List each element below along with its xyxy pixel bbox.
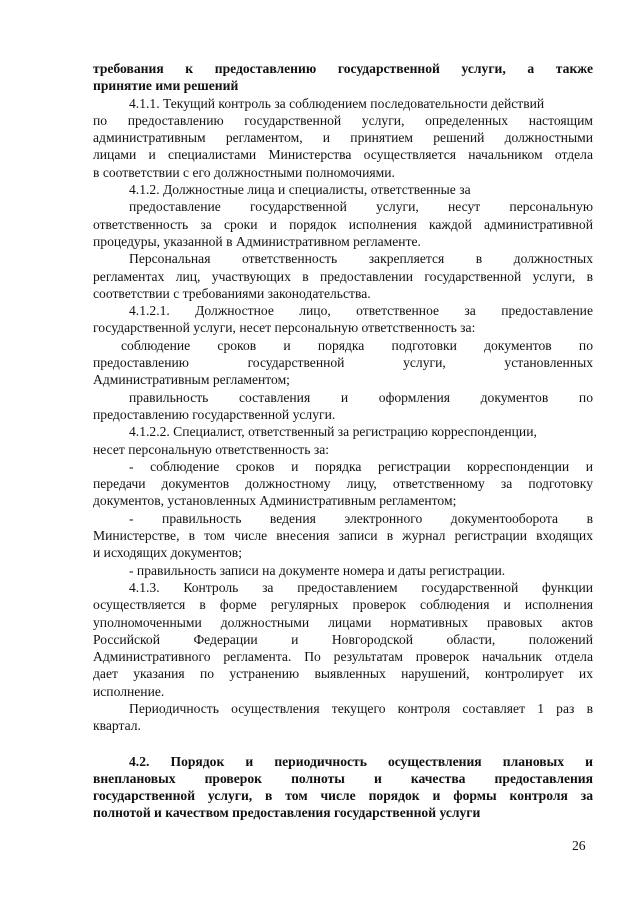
text-line: Министерстве, в том числе внесения записи в журнал регистрации входящих xyxy=(93,528,593,544)
text-line: 4.1.2.2. Специалист, ответственный за регистрацию корреспонденции, xyxy=(129,424,537,440)
text-line: полнотой и качеством предоставления государственной услуги xyxy=(93,805,481,821)
text-line: 4.1.3. Контроль за предоставлением государственной функции xyxy=(129,579,593,595)
text-line: правильность составления и оформления документов по xyxy=(129,389,593,405)
text-line: 4.1.1. Текущий контроль за соблюдением последовательности действий xyxy=(129,95,545,111)
text-line: в соответствии с его должностными полномочиями. xyxy=(93,164,395,180)
text-line: регламентах лиц, участвующих в предоставлении государственной услуги, в xyxy=(93,268,593,284)
text-line: 4.1.2.1. Должностное лицо, ответственное за предоставление xyxy=(129,303,593,319)
page-number: 26 xyxy=(572,838,586,853)
text-line: 4.2. Порядок и периодичность осуществления плановых и xyxy=(129,753,593,769)
text-line: исполнение. xyxy=(93,683,165,699)
text-line: дает указания по устранению выявленных нарушений, контролирует их xyxy=(93,666,593,682)
text-line: соблюдение сроков и порядка подготовки документов по xyxy=(121,337,593,353)
text-line: Административным регламентом; xyxy=(93,372,290,388)
text-line: Административного регламента. По результатам проверок начальник отдела xyxy=(93,649,593,665)
text-line: предоставлению государственной услуги. xyxy=(93,406,336,422)
text-line: и исходящих документов; xyxy=(93,545,242,561)
text-line: лицами и специалистами Министерства осуществляется начальником отдела xyxy=(93,147,593,163)
text-line: предоставление государственной услуги, несут персональную xyxy=(129,199,593,215)
text-line: - правильность записи на документе номера и даты регистрации. xyxy=(129,562,506,578)
text-line: Периодичность осуществления текущего контроля составляет 1 раз в xyxy=(129,700,593,716)
text-line: по предоставлению государственной услуги, определенных настоящим xyxy=(93,112,593,128)
text-line: Российской Федерации и Новгородской области, положений xyxy=(93,631,593,647)
text-line: принятие ими решений xyxy=(93,78,239,94)
text-line: квартал. xyxy=(93,718,141,734)
text-line: ответственность за сроки и порядок исполнения каждой административной xyxy=(93,216,593,232)
text-line: соответствии с требованиями законодательства. xyxy=(93,285,371,301)
text-line: государственной услуги, в том числе порядок и формы контроля за xyxy=(93,788,593,804)
blank-line xyxy=(93,735,593,753)
text-line: - правильность ведения электронного документооборота в xyxy=(129,510,593,526)
text-line: государственной услуги, несет персональную ответственность за: xyxy=(93,320,476,336)
text-line: осуществляется в форме регулярных проверок соблюдения и исполнения xyxy=(93,597,593,613)
text-line: передачи документов должностному лицу, ответственному за подготовку xyxy=(93,476,593,492)
text-line: Персональная ответственность закрепляется в должностных xyxy=(129,251,593,267)
text-line: предоставлению государственной услуги, установленных xyxy=(93,355,593,371)
text-line: несет персональную ответственность за: xyxy=(93,441,330,457)
text-line: документов, установленных Административным регламентом; xyxy=(93,493,457,509)
text-line: внеплановых проверок полноты и качества предоставления xyxy=(93,770,593,786)
text-line: уполномоченными должностными лицами нормативных правовых актов xyxy=(93,614,593,630)
text-line: процедуры, указанной в Административном регламенте. xyxy=(93,233,421,249)
text-line: административным регламентом, и принятием решений должностными xyxy=(93,130,593,146)
text-line: - соблюдение сроков и порядка регистрации корреспонденции и xyxy=(129,458,593,474)
text-line: 4.1.2. Должностные лица и специалисты, ответственные за xyxy=(129,182,471,198)
text-line: требования к предоставлению государственной услуги, а также xyxy=(93,61,593,76)
document-page xyxy=(93,60,593,822)
